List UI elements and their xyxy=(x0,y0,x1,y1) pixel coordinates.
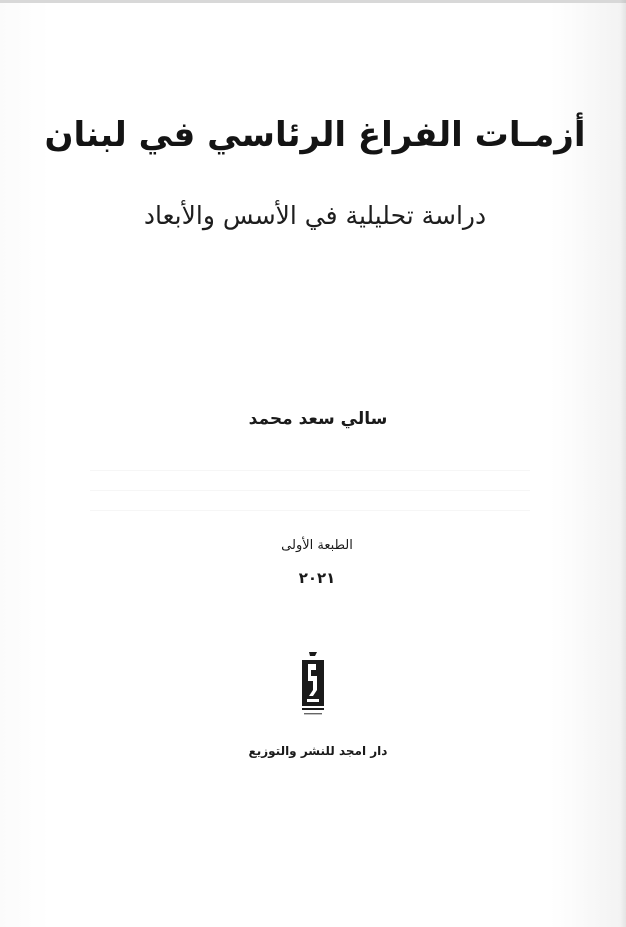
edition-label: الطبعة الأولى xyxy=(281,538,353,553)
book-subtitle: دراسة تحليلية في الأسس والأبعاد xyxy=(143,201,487,230)
page-top-edge xyxy=(0,0,626,3)
book-title: أزمـات الفراغ الرئاسي في لبنان xyxy=(44,115,586,155)
show-through-line xyxy=(90,490,530,491)
show-through-line xyxy=(90,510,530,511)
publisher-logo-icon xyxy=(300,650,326,720)
show-through-line xyxy=(90,470,530,471)
author-name: سالي سعد محمد xyxy=(248,409,388,429)
publisher-name: دار امجد للنشر والتوزيع xyxy=(248,744,388,758)
publication-year: ٢٠٢١ xyxy=(298,569,336,587)
